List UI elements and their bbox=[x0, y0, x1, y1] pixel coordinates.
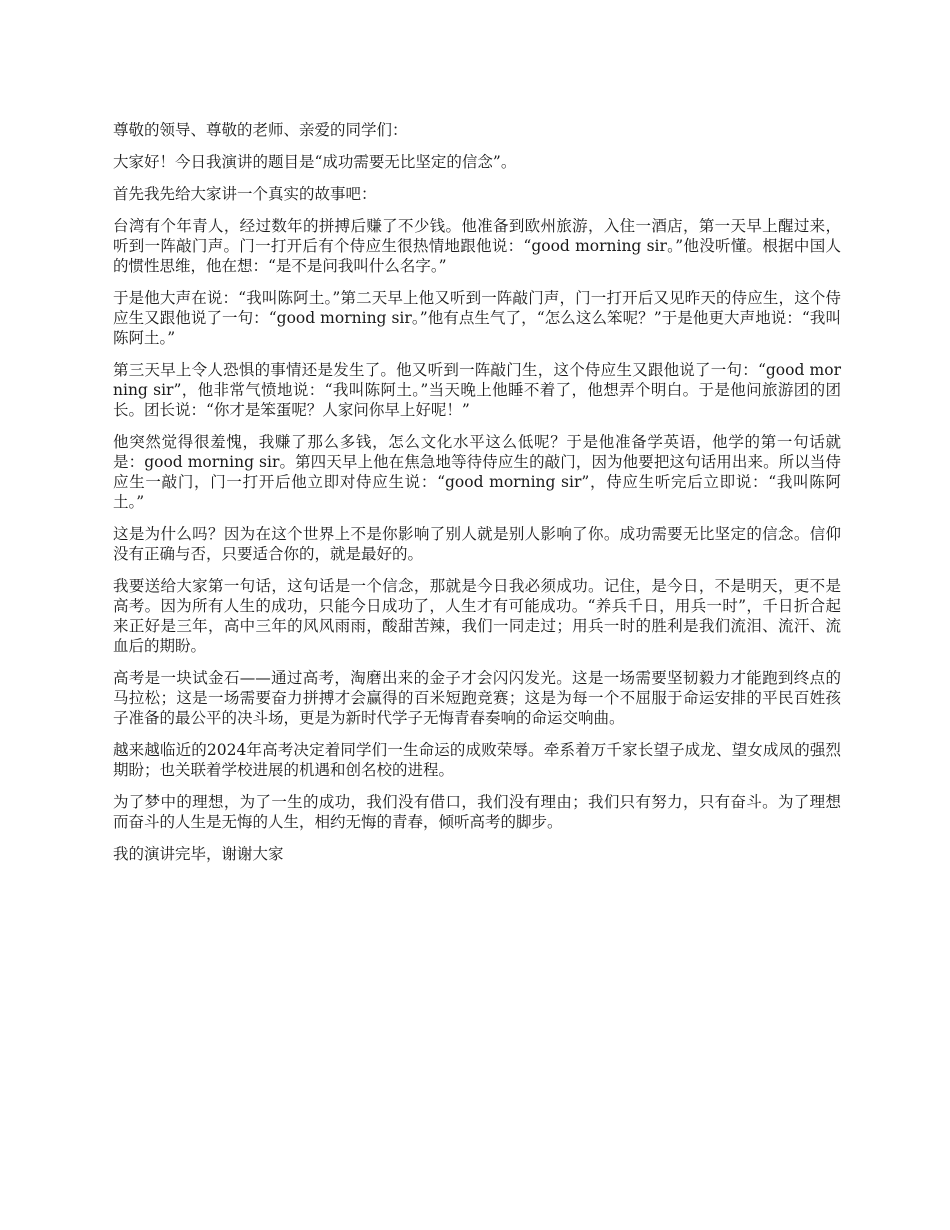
salutation: 尊敬的领导、尊敬的老师、亲爱的同学们： bbox=[113, 121, 408, 139]
story-paragraph-3: 第三天早上令人恐惧的事情还是发生了。他又听到一阵敲门生，这个侍应生又跟他说了一句：“good morning sir”，他非常气愤地说：“我叫陈阿土。”当天晚上他睡不着了，他想弄个明白。于是他问旅游团的团长。团长说：“你才是笨蛋呢？人家问你早上好呢！” bbox=[113, 361, 841, 419]
story-paragraph-1: 台湾有个年青人，经过数年的拼搏后赚了不少钱。他准备到欧州旅游，入住一酒店，第一天早上醒过来，听到一阵敲门声。门一打开后有个侍应生很热情地跟他说：“good morning sir。”他没听懂。根据中国人的惯性思维，他在想：“是不是问我叫什么名字。” bbox=[113, 217, 841, 275]
closing-paragraph: 我的演讲完毕，谢谢大家 bbox=[113, 845, 284, 863]
greeting-paragraph: 大家好！今日我演讲的题目是“成功需要无比坚定的信念”。 bbox=[113, 153, 517, 171]
story-intro-paragraph: 首先我先给大家讲一个真实的故事吧： bbox=[113, 185, 377, 203]
story-paragraph-2: 于是他大声在说：“我叫陈阿土。”第二天早上他又听到一阵敲门声，门一打开后又见昨天的侍应生，这个侍应生又跟他说了一句：“good morning sir。”他有点生气了，“怎么这么笨呢？”于是他更大声地说：“我叫陈阿土。” bbox=[113, 289, 841, 347]
document-body bbox=[113, 120, 841, 876]
reflection-paragraph: 这是为什么吗？因为在这个世界上不是你影响了别人就是别人影响了你。成功需要无比坚定的信念。信仰没有正确与否，只要适合你的，就是最好的。 bbox=[113, 525, 841, 563]
exam-paragraph: 高考是一块试金石——通过高考，淘磨出来的金子才会闪闪发光。这是一场需要坚韧毅力才能跑到终点的马拉松；这是一场需要奋力拼搏才会赢得的百米短跑竞赛；这是为每一个不屈服于命运安排的平民百姓孩子准备的最公平的决斗场，更是为新时代学子无悔青春奏响的命运交响曲。 bbox=[113, 669, 841, 727]
dream-paragraph: 为了梦中的理想，为了一生的成功，我们没有借口，我们没有理由；我们只有努力，只有奋斗。为了理想而奋斗的人生是无悔的人生，相约无悔的青春，倾听高考的脚步。 bbox=[113, 793, 841, 831]
story-paragraph-4: 他突然觉得很羞愧，我赚了那么多钱，怎么文化水平这么低呢？于是他准备学英语，他学的第一句话就是：good morning sir。第四天早上他在焦急地等待侍应生的敲门，因为他要把这句话用出来。所以当侍应生一敲门，门一打开后他立即对侍应生说：“good morning sir”，侍应生听完后立即说：“我叫陈阿土。” bbox=[113, 433, 841, 511]
belief-paragraph: 我要送给大家第一句话，这句话是一个信念，那就是今日我必须成功。记住，是今日，不是明天，更不是高考。因为所有人生的成功，只能今日成功了，人生才有可能成功。“养兵千日，用兵一时”，千日折合起来正好是三年，高中三年的风风雨雨，酸甜苦辣，我们一同走过；用兵一时的胜利是我们流泪、流汗、流血后的期盼。 bbox=[113, 577, 841, 655]
approaching-exam-paragraph: 越来越临近的2024年高考决定着同学们一生命运的成败荣辱。牵系着万千家长望子成龙、望女成凤的强烈期盼；也关联着学校进展的机遇和创名校的进程。 bbox=[113, 741, 841, 779]
